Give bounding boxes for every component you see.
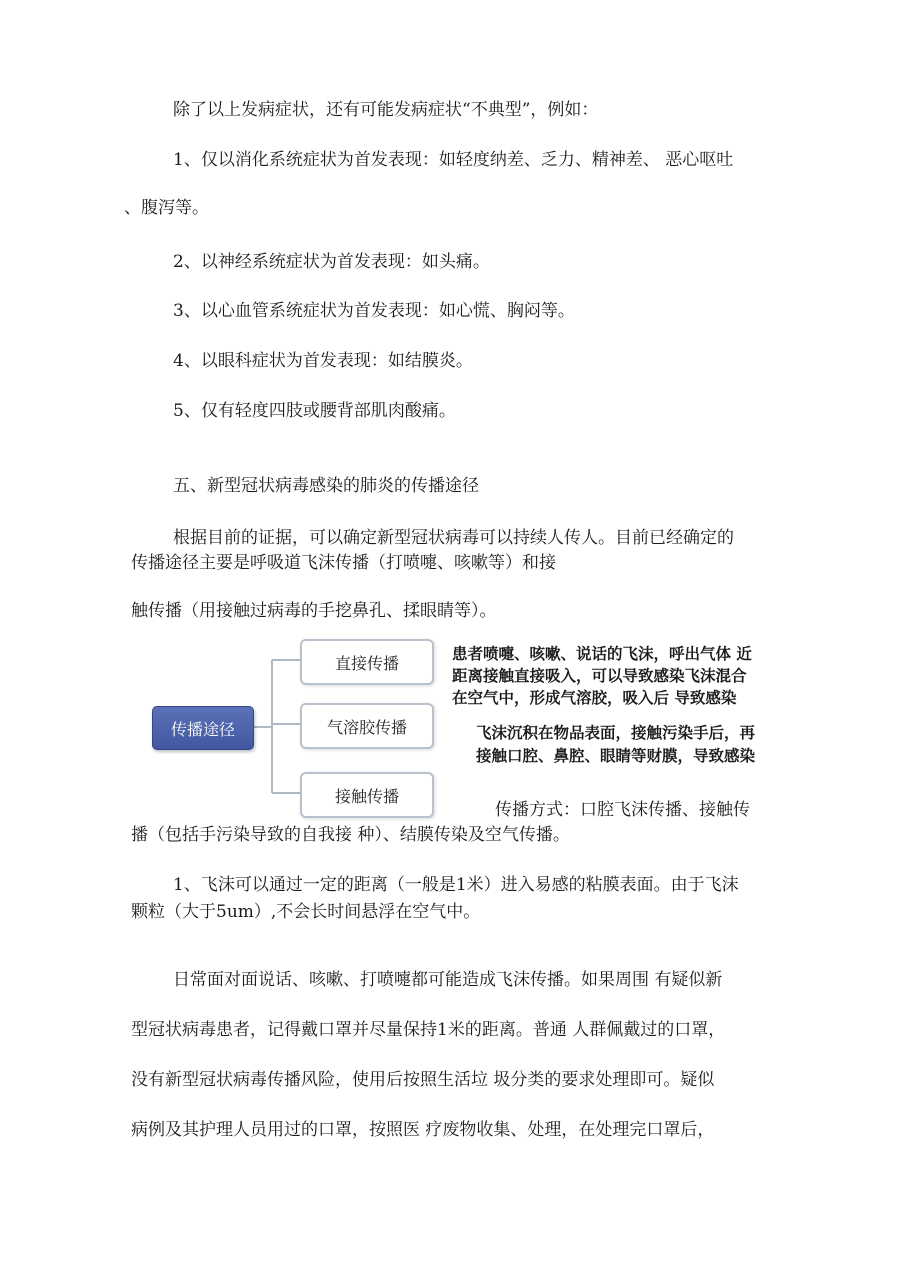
- intro-paragraph: 除了以上发病症状，还有可能发病症状“不典型”，例如：: [173, 100, 599, 120]
- diagram-note-2-line-1: 飞沫沉积在物品表面，接触污染手后，再: [476, 724, 756, 742]
- evidence-line-1: 根据目前的证据，可以确定新型冠状病毒可以持续人传人。目前已经确定的: [173, 528, 734, 548]
- diagram-node-direct: 直接传播: [300, 639, 434, 685]
- list-item-3: 3、以心血管系统症状为首发表现：如心慌、胸闷等。: [173, 301, 575, 321]
- droplet-line-2: 颗粒（大于5um）,不会长时间悬浮在空气中。: [131, 902, 481, 922]
- diagram-node-contact: 接触传播: [300, 772, 434, 818]
- daily-line-4: 病例及其护理人员用过的口罩，按照医 疗废物收集、处理，在处理完口罩后，: [131, 1120, 715, 1140]
- daily-line-1: 日常面对面说话、咳嗽、打喷嚏都可能造成飞沫传播。如果周围 有疑似新: [173, 970, 723, 990]
- list-item-1-line-1: 1、仅以消化系统症状为首发表现：如轻度纳差、乏力、精神差、 恶心呕吐: [173, 150, 734, 170]
- transmission-mode-line-2: 播（包括手污染导致的自我接 种）、结膜传染及空气传播。: [131, 825, 570, 845]
- list-item-2: 2、以神经系统症状为首发表现：如头痛。: [173, 252, 490, 272]
- diagram-note-1-line-3: 在空气中，形成气溶胶，吸入后 导致感染: [452, 689, 737, 707]
- transmission-route-diagram: [148, 638, 448, 818]
- diagram-root-node: 传播途径: [152, 706, 254, 750]
- daily-line-2: 型冠状病毒患者，记得戴口罩并尽量保持1米的距离。普通 人群佩戴过的口罩，: [131, 1020, 726, 1040]
- diagram-note-1-line-2: 距离接触直接吸入，可以导致感染飞沫混合: [452, 667, 747, 685]
- diagram-node-aerosol: 气溶胶传播: [300, 703, 434, 749]
- daily-line-3: 没有新型冠状病毒传播风险，使用后按照生活垃 圾分类的要求处理即可。疑似: [131, 1070, 715, 1090]
- list-item-1-line-2: 、腹泻等。: [124, 198, 209, 218]
- diagram-note-2-line-2: 接触口腔、鼻腔、眼睛等财膜，导致感染: [476, 747, 756, 765]
- evidence-line-2: 传播途径主要是呼吸道飞沫传播（打喷嚏、咳嗽等）和接: [131, 553, 556, 573]
- section-title: 五、新型冠状病毒感染的肺炎的传播途径: [173, 476, 479, 496]
- list-item-4: 4、以眼科症状为首发表现：如结膜炎。: [173, 351, 473, 371]
- list-item-5: 5、仅有轻度四肢或腰背部肌肉酸痛。: [173, 401, 456, 421]
- droplet-line-1: 1、飞沫可以通过一定的距离（一般是1米）进入易感的粘膜表面。由于飞沫: [173, 875, 739, 895]
- diagram-note-1-line-1: 患者喷嚏、咳嗽、说话的飞沫，呼出气体 近: [452, 645, 752, 663]
- evidence-line-3: 触传播（用接触过病毒的手挖鼻孔、揉眼睛等）。: [131, 601, 497, 621]
- transmission-mode-line-1: 传播方式：口腔飞沫传播、接触传: [495, 800, 750, 820]
